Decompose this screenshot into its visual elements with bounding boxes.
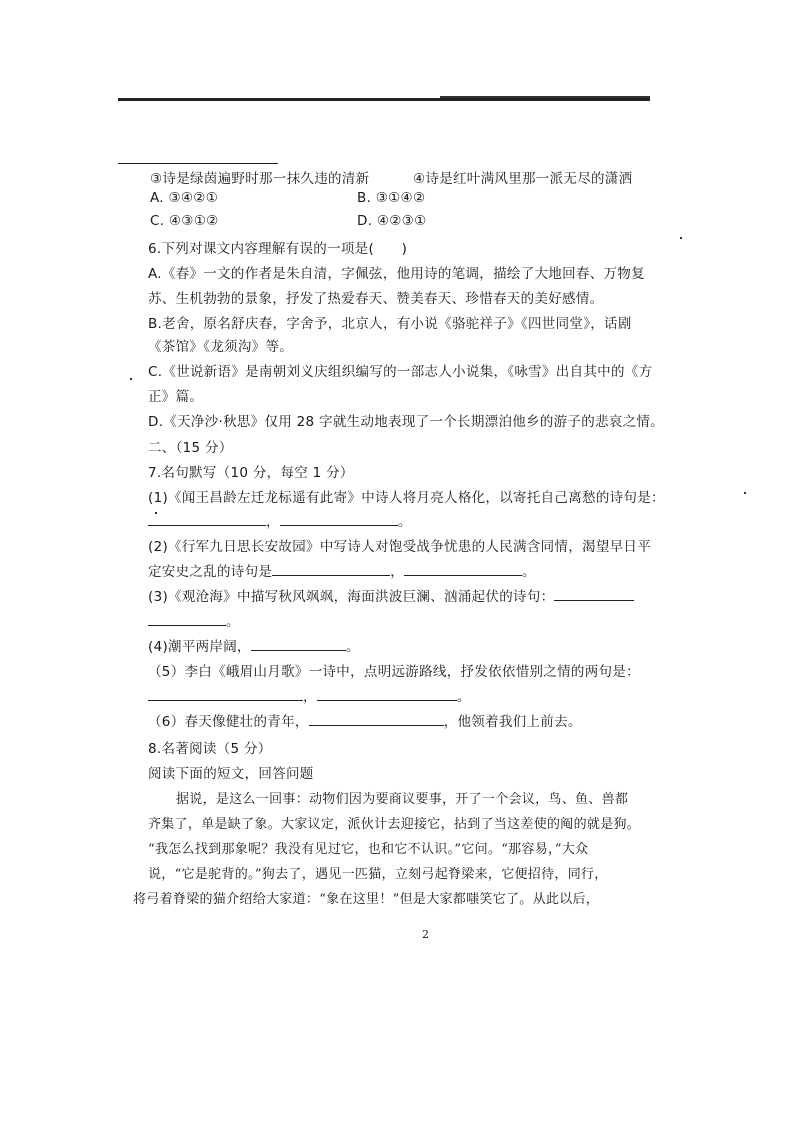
q8-intro: 阅读下面的短文，回答问题 xyxy=(148,766,314,782)
q5-option-b: B. ③①④② xyxy=(357,190,426,206)
q5-option-a: A. ③④②① xyxy=(150,190,219,206)
q5-item4: ④诗是红叶满风里那一派无尽的潇洒 xyxy=(413,171,633,187)
q7-prompt-4: (4)潮平两岸阔， 。 xyxy=(148,639,360,655)
q6-option-a-line2: 苏、生机勃勃的景象，抒发了热爱春天、赞美春天、珍惜春天的美好感情。 xyxy=(148,291,604,307)
scan-speck xyxy=(130,378,132,380)
passage-line-5: 将弓着脊梁的猫介绍给大家道：“象在这里！”但是大家都嗤笑它了。从此以后， xyxy=(133,892,600,907)
answer-blank[interactable] xyxy=(280,513,398,526)
passage-line-1: 据说，是这么一回事：动物们因为要商议要事，开了一个会议，鸟、鱼、兽都 xyxy=(176,792,629,807)
scan-speck xyxy=(680,237,682,239)
q7-answer-row-3: 。 xyxy=(148,610,240,630)
q7-prompt-1: (1)《闻王昌龄左迁龙标遥有此寄》中诗人将月亮人格化，以寄托自己离愁的诗句是： xyxy=(148,490,665,506)
q5-option-d: D. ④②③① xyxy=(357,213,427,229)
answer-blank[interactable] xyxy=(251,638,346,651)
scan-edge-line xyxy=(118,98,650,101)
scan-speck xyxy=(155,512,157,514)
answer-blank[interactable] xyxy=(148,613,226,626)
answer-blank[interactable] xyxy=(272,563,390,576)
q6-option-d: D.《天净沙·秋思》仅用 28 字就生动地表现了一个长期漂泊他乡的游子的悲哀之情。 xyxy=(148,414,665,430)
answer-blank[interactable] xyxy=(317,688,457,701)
q7-prompt-5: （5）李白《峨眉山月歌》一诗中，点明远游路线，抒发依依惜别之情的两句是： xyxy=(148,664,640,680)
passage-line-3: “我怎么找到那象呢？我没有见过它，也和它不认识。”它问。“那容易，”大众 xyxy=(148,842,589,857)
scan-edge-line xyxy=(440,96,650,98)
q7-prompt-2: (2)《行军九日思长安故园》中写诗人对饱受战争忧患的人民满含同情，渴望早日平 xyxy=(148,539,652,555)
q6-option-b-line1: B.老舍，原名舒庆春，字舍予，北京人，有小说《骆驼祥子》《四世同堂》，话剧 xyxy=(148,316,632,332)
q7-answer-row-5: ， 。 xyxy=(148,685,471,705)
q5-item3: ③诗是绿茵遍野时那一抹久违的清新 xyxy=(150,171,370,187)
q6-option-b-line2: 《茶馆》《龙须沟》等。 xyxy=(148,339,294,355)
q7-answer-row-1: ， 。 xyxy=(148,510,412,530)
passage-line-2: 齐集了，单是缺了象。大家议定，派伙计去迎接它，拈到了当这差使的阄的就是狗。 xyxy=(148,817,641,832)
answer-blank[interactable] xyxy=(404,563,522,576)
q8-stem: 8.名著阅读（5 分） xyxy=(148,741,272,757)
answer-blank[interactable] xyxy=(309,713,444,726)
page-number: 2 xyxy=(422,928,429,941)
scan-edge-line xyxy=(118,163,278,164)
q6-option-c-line1: C.《世说新语》是南朝刘义庆组织编写的一部志人小说集，《咏雪》出自其中的《方 xyxy=(148,364,653,380)
answer-blank[interactable] xyxy=(148,513,266,526)
q7-stem: 7.名句默写（10 分，每空 1 分） xyxy=(148,465,354,481)
passage-line-4: 说，“它是驼背的。”狗去了，遇见一匹猫，立刻弓起脊梁来，它便招待，同行， xyxy=(148,867,608,882)
q6-option-c-line2: 正》篇。 xyxy=(148,389,204,405)
q7-prompt-6: （6）春天像健壮的青年， ，他领着我们上前去。 xyxy=(148,714,582,730)
section-two-heading: 二、（15 分） xyxy=(148,440,233,456)
q7-prompt-3: (3)《观沧海》中描写秋风飒飒，海面洪波巨澜、汹涌起伏的诗句： xyxy=(148,585,634,605)
q5-option-c: C. ④③①② xyxy=(150,213,219,229)
scan-speck xyxy=(744,492,746,494)
q6-stem: 6.下列对课文内容理解有误的一项是( ) xyxy=(148,241,408,257)
q7-answer-row-2: 定安史之乱的诗句是 ， 。 xyxy=(148,564,536,580)
answer-blank[interactable] xyxy=(554,588,634,601)
answer-blank[interactable] xyxy=(148,688,303,701)
q6-option-a-line1: A.《春》一文的作者是朱自清，字佩弦，他用诗的笔调，描绘了大地回春、万物复 xyxy=(148,266,645,282)
